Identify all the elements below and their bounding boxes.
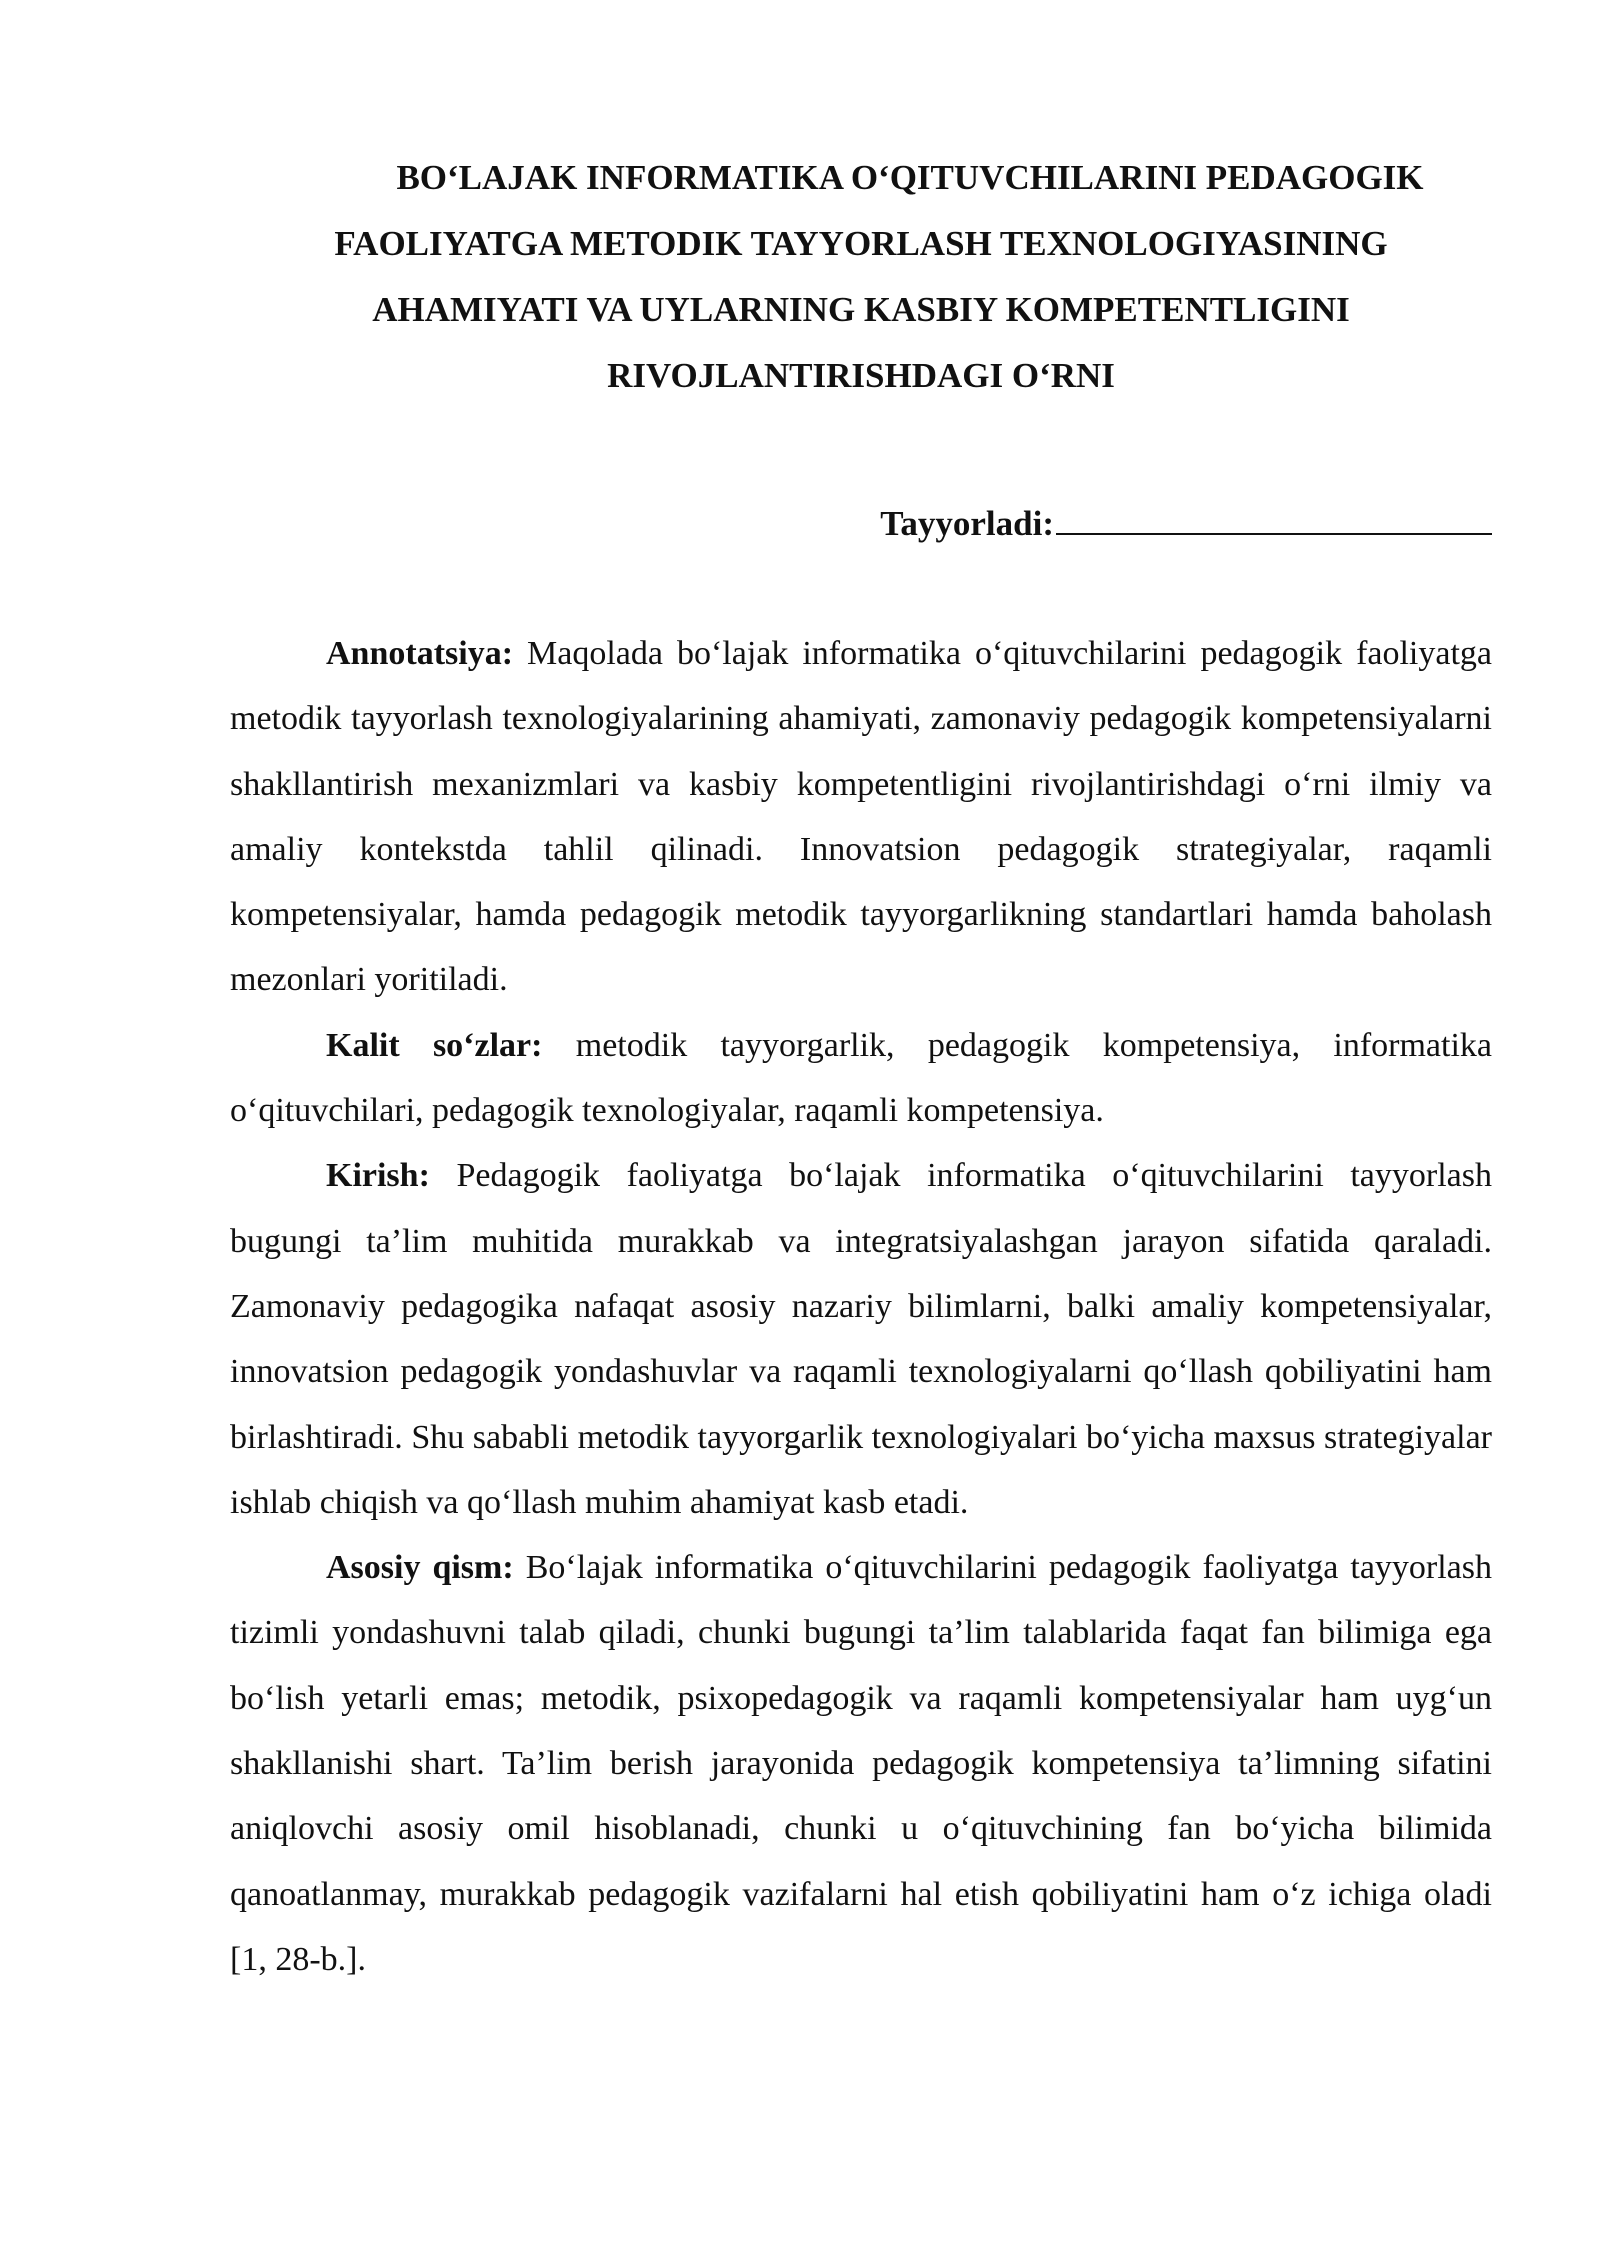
- title-line: RIVOJLANTIRISHDAGI O‘RNI: [607, 356, 1115, 395]
- annotation-text: Maqolada bo‘lajak informatika o‘qituvchilarini pedagogik faoliyatga metodik tayyorlash texnologiyalarining ahamiyati, zamonaviy pedagogik kompetensiyalarni shakllantirish mexanizmlari va kasbiy kompetentligini rivojlantirishdagi o‘rni ilmiy va amaliy kontekstda tahlil qilinadi. Innovatsion pedagogik strategiyalar, raqamli kompetensiyalar, hamda pedagogik metodik tayyorgarlikning standartlari hamda baholash mezonlari yoritiladi.: [230, 635, 1493, 999]
- main-part-paragraph: [230, 1535, 1492, 1992]
- keywords-heading: Kalit so‘zlar:: [326, 1026, 543, 1064]
- annotation-heading: Annotatsiya:: [326, 635, 514, 672]
- introduction-heading: Kirish:: [326, 1157, 430, 1195]
- introduction-text: Pedagogik faoliyatga bo‘lajak informatika o‘qituvchilarini tayyorlash bugungi ta’lim muhitida murakkab va integratsiyalashgan jarayon sifatida qaraladi. Zamonaviy pedagogika nafaqat asosiy nazariy bilimlarni, balki amaliy kompetensiyalar, innovatsion pedagogik yondashuvlar va raqamli texnologiyalarni qo‘llash qobiliyatini ham birlashtiradi. Shu sababli metodik tayyorgarlik texnologiyalari bo‘yicha maxsus strategiyalar ishlab chiqish va qo‘llash muhim ahamiyat kasb etadi.: [230, 1157, 1492, 1521]
- article-title: [230, 145, 1492, 409]
- main-part-heading: Asosiy qism:: [326, 1549, 514, 1587]
- author-label: Tayyorladi:: [880, 504, 1054, 543]
- title-line: BO‘LAJAK INFORMATIKA O‘QITUVCHILARINI PEDAGOGIK: [396, 158, 1424, 197]
- title-line: AHAMIYATI VA UYLARNING KASBIY KOMPETENTLIGINI: [372, 290, 1350, 329]
- document-page: [230, 145, 1492, 1992]
- author-blank-line: [1056, 493, 1492, 535]
- author-line: [230, 491, 1492, 557]
- annotation-paragraph: [230, 621, 1492, 1013]
- introduction-paragraph: [230, 1143, 1492, 1535]
- keywords-paragraph: [230, 1013, 1492, 1144]
- main-part-text: Bo‘lajak informatika o‘qituvchilarini pedagogik faoliyatga tayyorlash tizimli yondashuvni talab qiladi, chunki bugungi ta’lim talablarida faqat fan bilimiga ega bo‘lish yetarli emas; metodik, psixopedagogik va raqamli kompetensiyalar ham uyg‘un shakllanishi shart. Ta’lim berish jarayonida pedagogik kompetensiya ta’limning sifatini aniqlovchi asosiy omil hisoblanadi, chunki u o‘qituvchining fan bo‘yicha bilimida qanoatlanmay, murakkab pedagogik vazifalarni hal etish qobiliyatini ham o‘z ichiga oladi [1, 28-b.].: [230, 1549, 1492, 1978]
- keywords-text: metodik tayyorgarlik, pedagogik kompetensiya, informatika o‘qituvchilari, pedagogik texnologiyalar, raqamli kompetensiya.: [230, 1026, 1493, 1130]
- title-line: FAOLIYATGA METODIK TAYYORLASH TEXNOLOGIYASINING: [334, 224, 1388, 263]
